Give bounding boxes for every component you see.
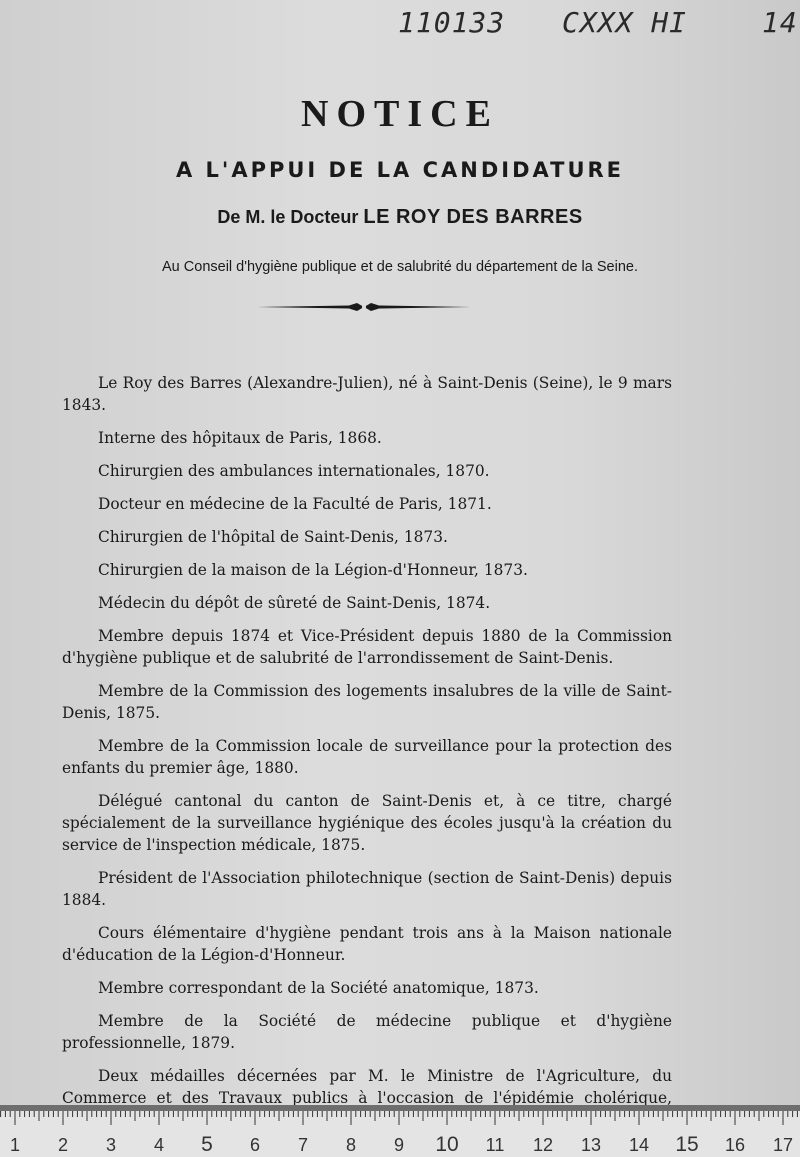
page-title: NOTICE [301,93,499,135]
page-subtitle: A L'APPUI DE LA CANDIDATURE [175,158,625,182]
notice-paragraph: Membre de la Commission locale de surveillance pour la protection des enfants du premier âge, 1880. [62,737,672,777]
ruler-label: 11 [485,1135,505,1155]
ruler-label: 2 [57,1135,69,1155]
handwritten-page-number: 14 [762,6,798,39]
notice-paragraph: Le Roy des Barres (Alexandre-Julien), né à Saint-Denis (Seine), le 9 mars 1843. [62,374,672,414]
ruler-label: 7 [297,1135,309,1155]
ruler-label: 14 [628,1135,650,1155]
ruler-label: 5 [201,1133,213,1156]
notice-paragraph: Membre de la Commission des logements insalubres de la ville de Saint-Denis, 1875. [62,682,672,722]
ruler-label: 13 [580,1135,602,1155]
notice-paragraph: Cours élémentaire d'hygiène pendant trois ans à la Maison nationale d'éducation de la Légion-d'Honneur. [62,924,672,964]
notice-paragraph: Président de l'Association philotechnique (section de Saint-Denis) depuis 1884. [62,869,672,909]
ruler-label: 15 [675,1133,699,1156]
ruler-label: 9 [393,1135,405,1155]
ruler-label: 3 [105,1135,117,1155]
notice-paragraph: Docteur en médecine de la Faculté de Paris, 1871. [98,495,492,513]
ruler-label: 1 [9,1135,21,1155]
ruler-label: 10 [435,1133,459,1156]
handwritten-reference: 110133 [398,6,506,39]
notice-paragraph: Membre correspondant de la Société anatomique, 1873. [98,979,539,997]
ornament-divider [257,300,471,314]
council-line: Au Conseil d'hygiène publique et de salubrité du département de la Seine. [162,259,638,275]
notice-body [62,372,672,1142]
notice-paragraph: Chirurgien des ambulances internationales, 1870. [98,462,490,480]
ruler-label: 6 [249,1135,261,1155]
notice-paragraph: Médecin du dépôt de sûreté de Saint-Denis, 1874. [98,594,491,612]
measuring-ruler [0,1105,800,1157]
notice-paragraph: Membre de la Société de médecine publique et d'hygiène professionnelle, 1879. [62,1012,672,1052]
ruler-label: 4 [153,1135,165,1155]
handwritten-classmark: CXXX HI [562,6,688,39]
candidate-line [0,206,800,229]
candidate-name: LE ROY DES BARRES [363,206,583,228]
notice-paragraph: Deux médailles décernées par M. le Ministre de l'Agriculture, du Commerce et des Travaux publics à l'occasion de l'épidémie cholérique, [62,1067,672,1107]
notice-paragraph: Interne des hôpitaux de Paris, 1868. [98,429,382,447]
ruler-label: 8 [345,1135,357,1155]
notice-paragraph: Chirurgien de la maison de la Légion-d'Honneur, 1873. [98,561,528,579]
notice-paragraph: Chirurgien de l'hôpital de Saint-Denis, 1873. [98,528,448,546]
candidate-prefix: De M. le Docteur [217,207,359,227]
notice-paragraph: Membre depuis 1874 et Vice-Président depuis 1880 de la Commission d'hygiène publique et de salubrité de l'arrondissement de Saint-Denis. [62,627,672,667]
ruler-label: 12 [532,1135,554,1155]
notice-paragraph: Délégué cantonal du canton de Saint-Denis et, à ce titre, chargé spécialement de la surveillance hygiénique des écoles jusqu'à la création du service de l'inspection médicale, 1875. [62,792,672,854]
ruler-label: 17 [772,1135,794,1155]
ruler-label: 16 [724,1135,746,1155]
